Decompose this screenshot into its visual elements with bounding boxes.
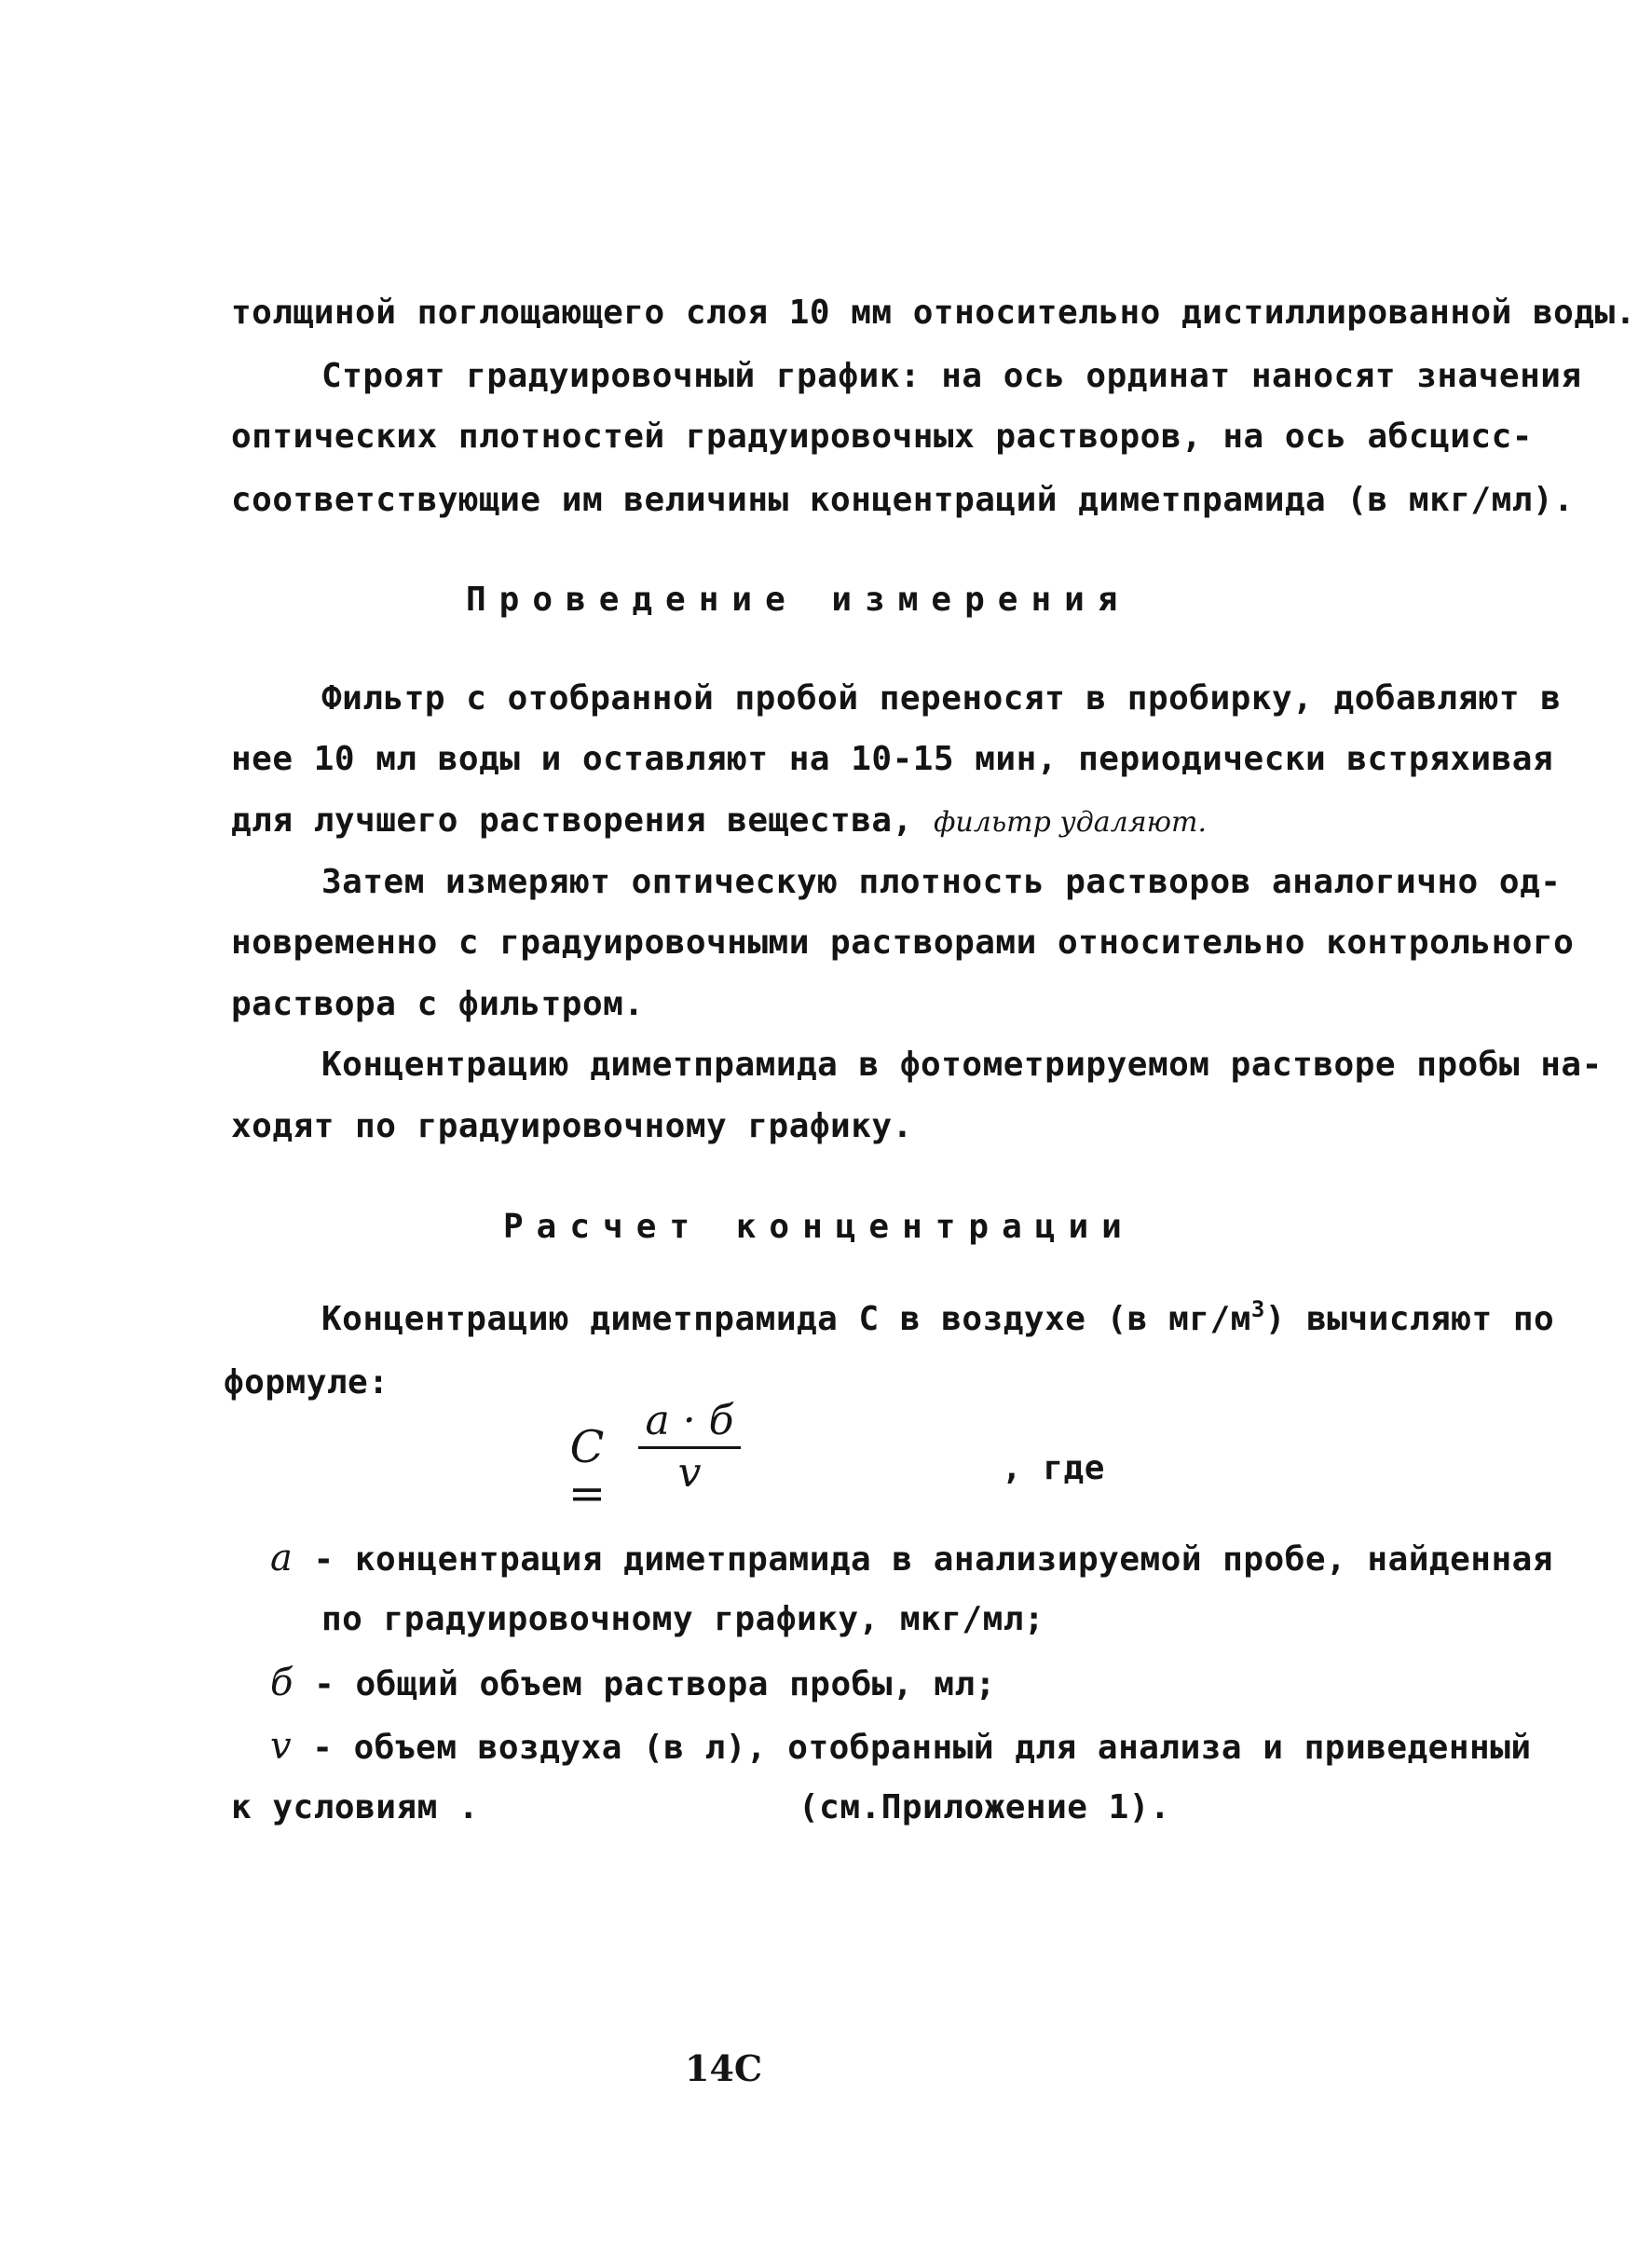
paragraph-line: ходят по градуировочному графику. xyxy=(231,1107,913,1145)
formula-numerator: a · б xyxy=(645,1397,734,1444)
formula-lhs: C = xyxy=(567,1421,607,1520)
variable-symbol: a xyxy=(270,1537,294,1580)
definition-line xyxy=(270,1662,996,1705)
definition-line: (см.Приложение 1). xyxy=(799,1788,1171,1826)
paragraph-line: нее 10 мл воды и оставляют на 10-15 мин, периодически встряхивая xyxy=(231,740,1554,778)
formula-where: , где xyxy=(1002,1449,1105,1487)
paragraph-line xyxy=(321,1296,1555,1340)
paragraph-line: раствора с фильтром. xyxy=(231,985,645,1023)
formula-denominator: v xyxy=(677,1449,702,1497)
definition-text: - концентрация диметпрамида в анализируемой пробе, найденная xyxy=(293,1540,1553,1579)
paragraph-text: для лучшего растворения вещества, xyxy=(231,801,913,840)
definition-text: - общий объем раствора пробы, мл; xyxy=(293,1665,996,1703)
definition-line: к условиям . xyxy=(231,1788,480,1826)
section-heading-calculation: Расчет концентрации xyxy=(503,1208,1135,1246)
paragraph-line: оптических плотностей градуировочных растворов, на ось абсцисс- xyxy=(231,417,1533,456)
definition-line: по градуировочному графику, мкг/мл; xyxy=(321,1600,1045,1638)
paragraph-line: Фильтр с отобранной пробой переносят в пробирку, добавляют в xyxy=(321,679,1562,718)
superscript: 3 xyxy=(1250,1296,1265,1322)
paragraph-line: толщиной поглощающего слоя 10 мм относительно дистиллированной воды. xyxy=(231,294,1636,332)
paragraph-line: Строят градуировочный график: на ось ординат наносят значения xyxy=(321,357,1582,395)
paragraph-line: Концентрацию диметпрамида в фотометрируемом растворе пробы на- xyxy=(321,1046,1603,1084)
handwritten-note: фильтр удаляют. xyxy=(933,806,1208,839)
formula xyxy=(559,1397,783,1520)
paragraph-line: Затем измеряют оптическую плотность растворов аналогично од- xyxy=(321,863,1562,901)
definition-text: - объем воздуха (в л), отобранный для анализа и приведенный xyxy=(292,1729,1532,1767)
paragraph-line: новременно с градуировочными растворами относительно контрольного xyxy=(231,923,1575,962)
paragraph-line xyxy=(231,800,1207,843)
paragraph-text: ) вычисляют по xyxy=(1264,1300,1555,1338)
definition-line xyxy=(270,1538,1553,1580)
paragraph-text: Концентрацию диметпрамида С в воздухе (в мг/м xyxy=(321,1300,1251,1338)
paragraph-line: соответствующие им величины концентраций диметпрамида (в мкг/мл). xyxy=(231,481,1575,519)
definition-line xyxy=(270,1726,1532,1769)
paragraph-line: формуле: xyxy=(224,1363,389,1402)
section-heading-measurement: Проведение измерения xyxy=(466,581,1131,619)
variable-symbol: б xyxy=(270,1662,294,1704)
page-number: 14С xyxy=(685,2047,763,2089)
variable-symbol: v xyxy=(270,1725,293,1768)
